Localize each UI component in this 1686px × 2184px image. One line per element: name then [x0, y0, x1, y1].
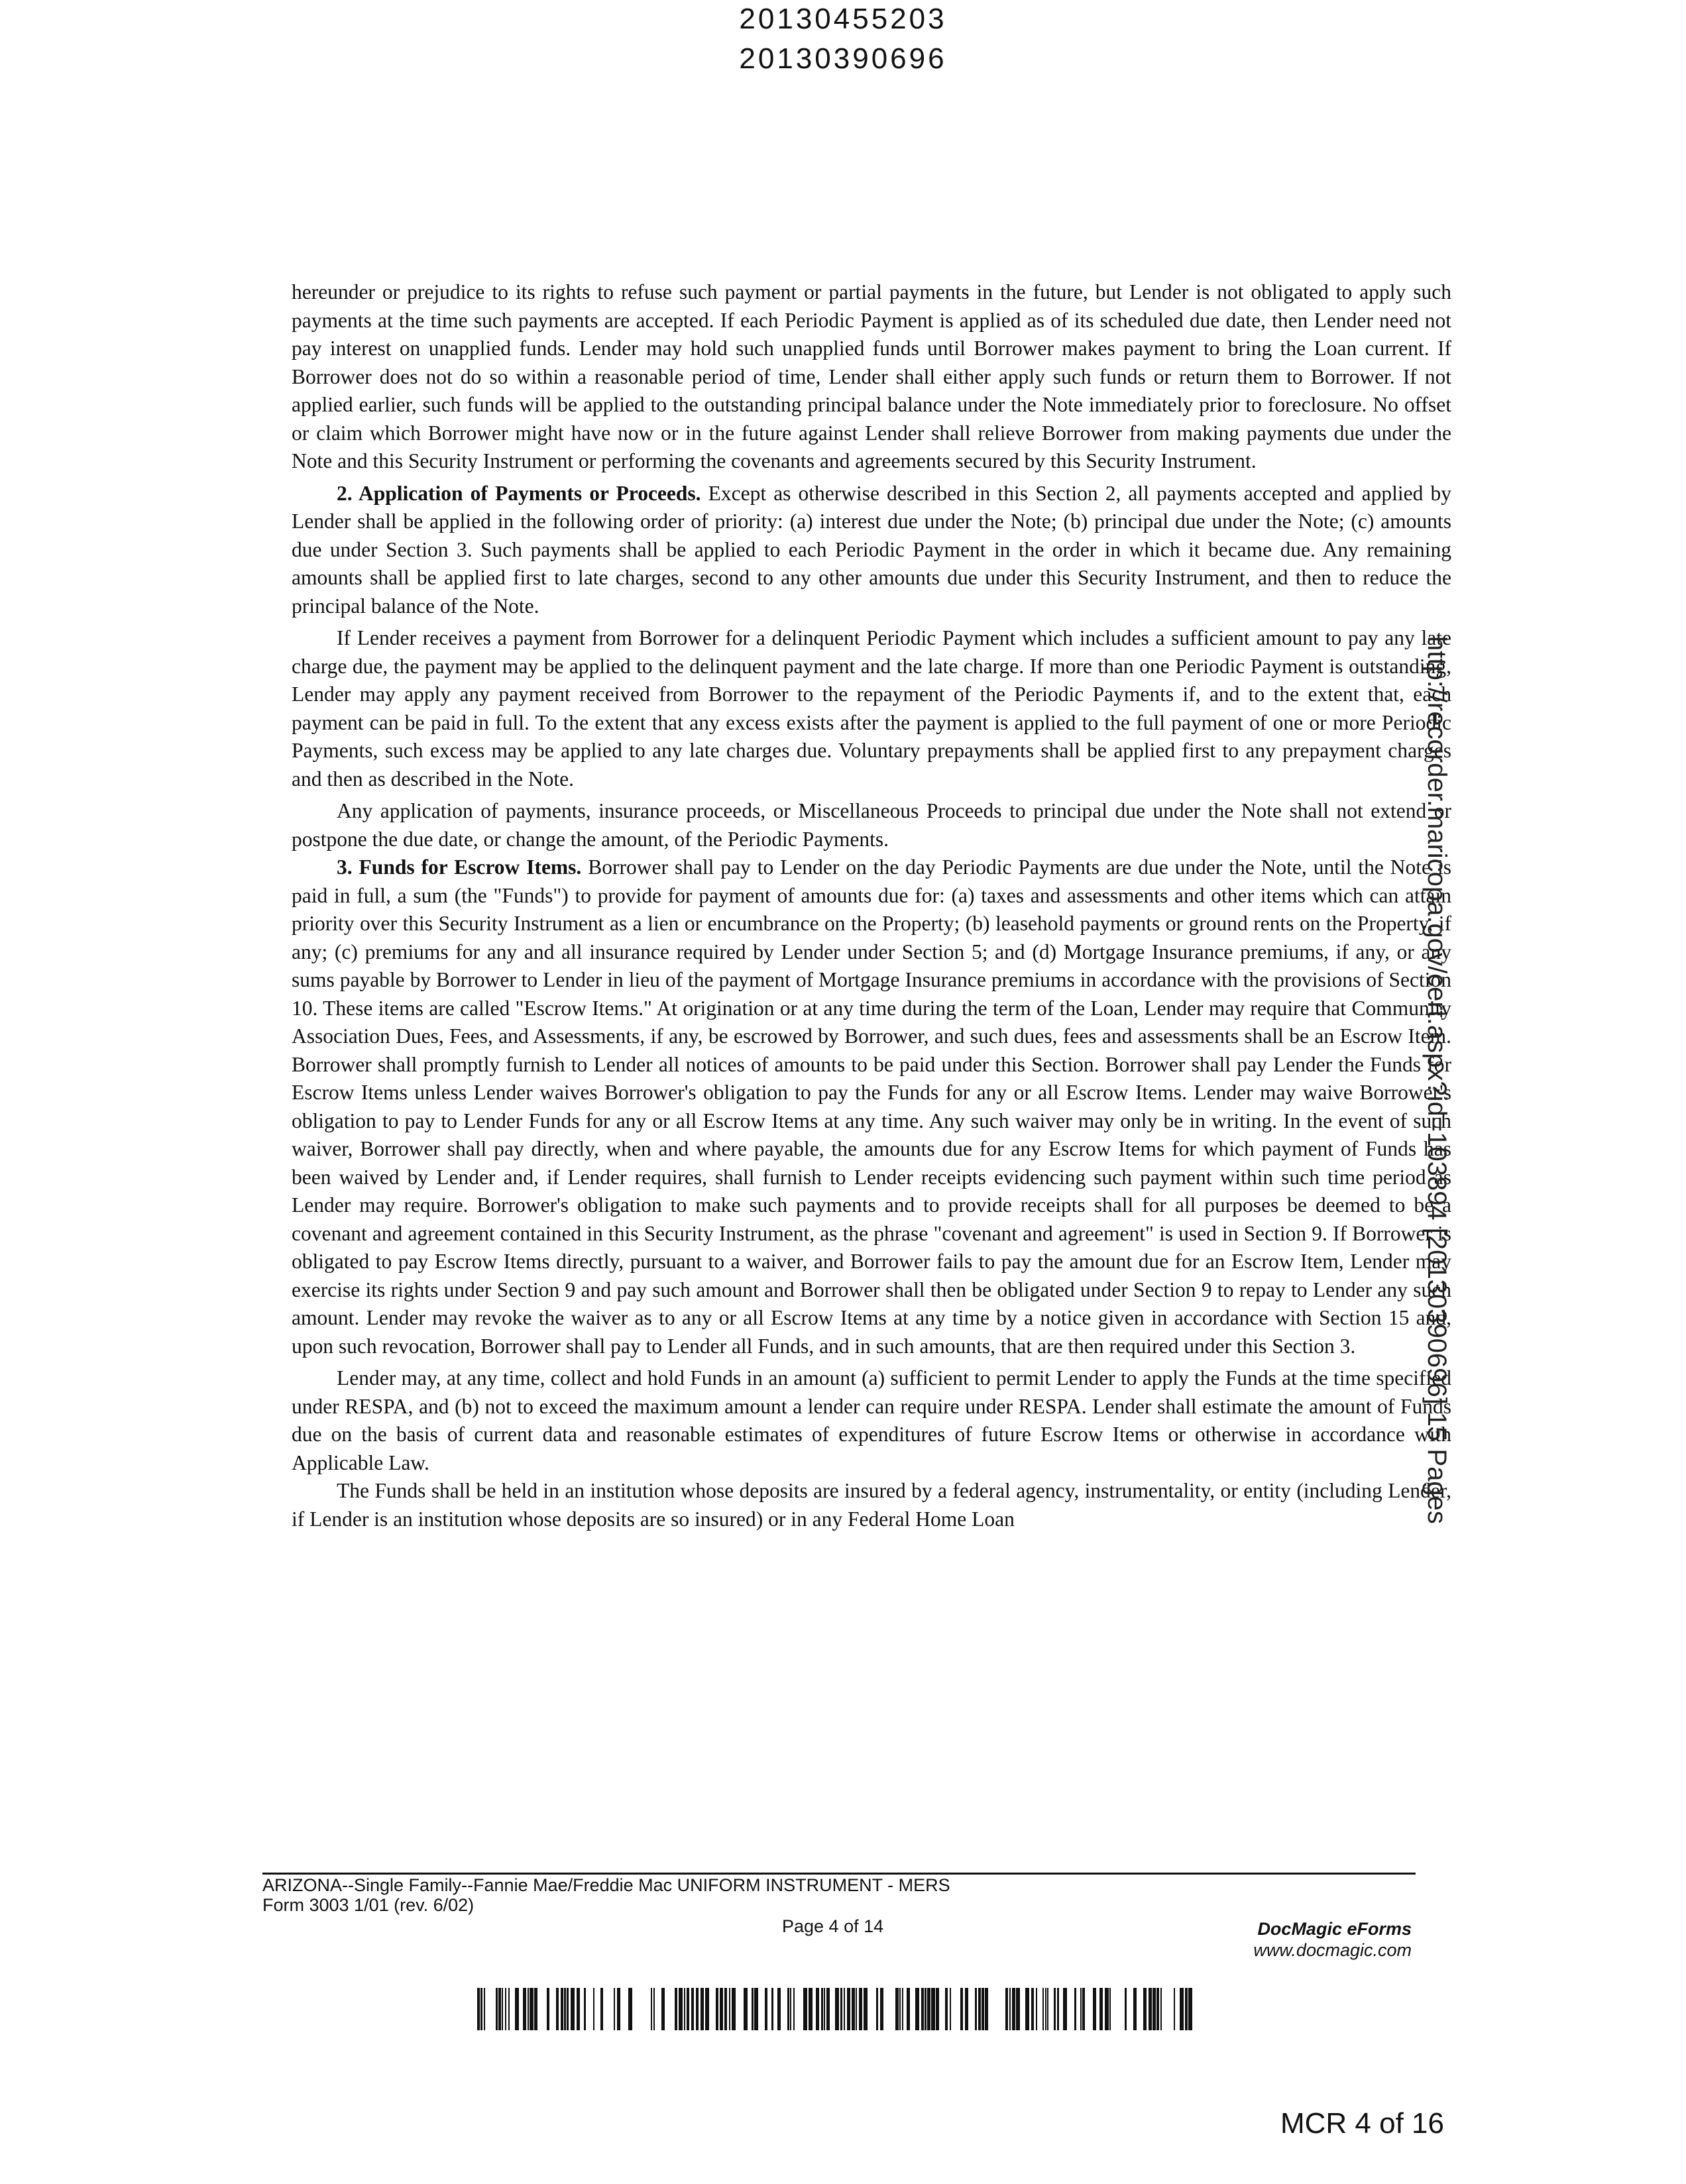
document-body: [292, 278, 1451, 1533]
section-2-paragraph-3: Any application of payments, insurance proceeds, or Miscellaneous Proceeds to principal due under the Note shall not extend or postpone the due date, or change the amount, of the Periodic Payments.: [292, 799, 1451, 851]
section-3-heading: 3. Funds for Escrow Items.: [337, 855, 582, 879]
brand-url: www.docmagic.com: [1253, 1940, 1412, 1960]
recording-number-primary: 20130455203: [739, 3, 947, 35]
mcr-page-label: MCR 4 of 16: [1280, 2107, 1444, 2140]
footer-form-info: [262, 1875, 950, 1915]
brand-name: DocMagic eForms: [1257, 1919, 1412, 1939]
section-3-paragraph-3: The Funds shall be held in an institution whose deposits are insured by a federal agency, instrumentality, or entity (including Lender, if Lender is an institution whose deposits are so insured) or in any Federal Home Loan: [292, 1479, 1451, 1531]
section-2-text: Except as otherwise described in this Section 2, all payments accepted and applied by Lender shall be applied in the following order of priority: (a) interest due under the Note; (b) principal due under the Note; (c) amounts due under Section 3. Such payments shall be applied to each Periodic Payment in the order in which it became due. Any remaining amounts shall be applied first to late charges, second to any other amounts due under this Security Instrument, and then to reduce the principal balance of the Note.: [292, 481, 1451, 618]
footer-divider: [262, 1873, 1416, 1875]
form-title-line: ARIZONA--Single Family--Fannie Mae/Freddie Mac UNIFORM INSTRUMENT - MERS: [262, 1875, 950, 1895]
recording-number-secondary: 20130390696: [739, 42, 947, 75]
section-3-text: Borrower shall pay to Lender on the day Periodic Payments are due under the Note, until the Note is paid in full, a sum (the "Funds") to provide for payment of amounts due for: (a) taxes and assessments and other items which can attain priority over this Security Instrument as a lien or encumbrance on the Property; (b) leasehold payments or ground rents on the Property, if any; (c) premiums for any and all insurance required by Lender under Section 5; and (d) Mortgage Insurance premiums, if any, or any sums payable by Borrower to Lender in lieu of the payment of Mortgage Insurance premiums in accordance with the provisions of Section 10. These items are called "Escrow Items." At origination or at any time during the term of the Loan, Lender may require that Community Association Dues, Fees, and Assessments, if any, be escrowed by Borrower, and such dues, fees and assessments shall be an Escrow Item. Borrower shall promptly furnish to Lender all notices of amounts to be paid under this Section. Borrower shall pay Lender the Funds for Escrow Items unless Lender waives Borrower's obligation to pay the Funds for any or all Escrow Items. Lender may waive Borrower's obligation to pay to Lender Funds for any or all Escrow Items at any time. Any such waiver may only be in writing. In the event of such waiver, Borrower shall pay directly, when and where payable, the amounts due for any Escrow Items for which payment of Funds has been waived by Lender and, if Lender requires, shall furnish to Lender receipts evidencing such payment within such time period as Lender may require. Borrower's obligation to make such payments and to provide receipts shall for all purposes be deemed to be a covenant and agreement contained in this Security Instrument, as the phrase "covenant and agreement" is used in Section 9. If Borrower is obligated to pay Escrow Items directly, pursuant to a waiver, and Borrower fails to pay the amount due for an Escrow Item, Lender may exercise its rights under Section 9 and pay such amount and Borrower shall then be obligated under Section 9 to repay to Lender any such amount. Lender may revoke the waiver as to any or all Escrow Items at any time by a notice given in accordance with Section 15 and, upon such revocation, Borrower shall pay to Lender all Funds, and in such amounts, that are then required under this Section 3.: [292, 855, 1451, 1358]
document-barcode: [477, 1988, 1193, 2030]
section-3-paragraph: [292, 853, 1451, 1360]
section-2-paragraph-2: If Lender receives a payment from Borrower for a delinquent Periodic Payment which includes a sufficient amount to pay any late charge due, the payment may be applied to the delinquent payment and the late charge. If more than one Periodic Payment is outstanding, Lender may apply any payment received from Borrower to the repayment of the Periodic Payments if, and to the extent that, each payment can be paid in full. To the extent that any excess exists after the payment is applied to the full payment of one or more Periodic Payments, such excess may be applied to any late charges due. Voluntary prepayments shall be applied first to any prepayment charges and then as described in the Note.: [292, 626, 1451, 791]
continuation-paragraph: hereunder or prejudice to its rights to refuse such payment or partial payments in the future, but Lender is not obligated to apply such payments at the time such payments are accepted. If each Periodic Payment is applied as of its scheduled due date, then Lender need not pay interest on unapplied funds. Lender may hold such unapplied funds until Borrower makes payment to bring the Loan current. If Borrower does not do so within a reasonable period of time, Lender shall either apply such funds or return them to Borrower. If not applied earlier, such funds will be applied to the outstanding principal balance under the Note immediately prior to foreclosure. No offset or claim which Borrower might have now or in the future against Lender shall relieve Borrower from making payments due under the Note and this Security Instrument or performing the covenants and agreements secured by this Security Instrument.: [292, 280, 1451, 472]
docmagic-brand: [1127, 1918, 1412, 1961]
page-number: Page 4 of 14: [782, 1916, 884, 1936]
form-number-line: Form 3003 1/01 (rev. 6/02): [262, 1895, 475, 1915]
section-3-paragraph-2: Lender may, at any time, collect and hold Funds in an amount (a) sufficient to permit Lender to apply the Funds at the time specified under RESPA, and (b) not to exceed the maximum amount a lender can require under RESPA. Lender shall estimate the amount of Funds due on the basis of current data and reasonable estimates of expenditures of future Escrow Items or otherwise in accordance with Applicable Law.: [292, 1366, 1451, 1474]
section-2-paragraph: [292, 480, 1451, 621]
certification-url: http://recorder.maricopa.gov/cert.aspx?id=103894 [20130390696] 15 Pages: [1422, 636, 1451, 1524]
section-2-heading: 2. Application of Payments or Proceeds.: [337, 481, 701, 505]
